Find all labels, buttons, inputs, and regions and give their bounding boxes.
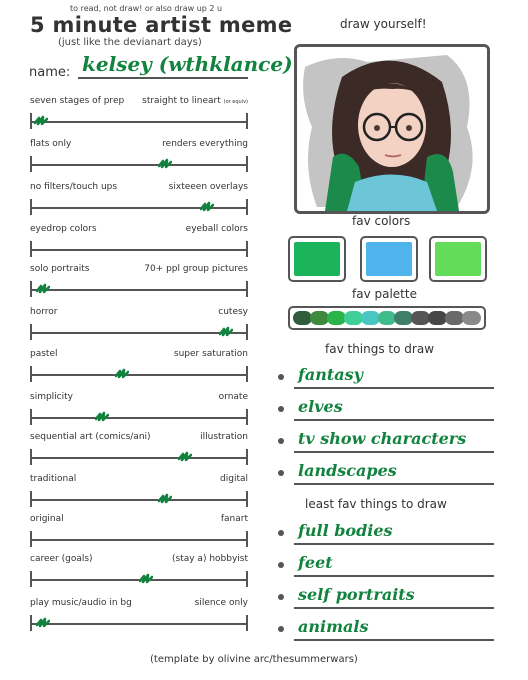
slider-right-label: [142, 96, 248, 106]
slider-left-tick: [30, 241, 32, 257]
list-item-underline: [294, 387, 494, 389]
list-item: feet: [298, 553, 333, 572]
slider-left-label: seven stages of prep: [30, 96, 125, 106]
slider-right-tick: [246, 449, 248, 465]
list-item: self portraits: [298, 585, 415, 604]
slider-row: [26, 182, 250, 218]
slider-left-tick: [30, 615, 32, 631]
slider-right-text: digital: [220, 474, 248, 484]
fav-palette-strip: [288, 306, 486, 330]
fav-color-fill-2: [366, 242, 412, 276]
slider-right-text: renders everything: [162, 139, 248, 149]
slider-row: [26, 264, 250, 300]
slider-track: [30, 121, 248, 123]
slider-right-label: [219, 392, 248, 402]
slider-left-tick: [30, 491, 32, 507]
slider-row: [26, 554, 250, 590]
slider-marker: [95, 411, 109, 423]
name-underline: [78, 77, 248, 79]
slider-right-text: sixteeen overlays: [168, 182, 248, 192]
slider-right-tick: [246, 199, 248, 215]
slider-track: [30, 289, 248, 291]
list-item-underline: [294, 543, 494, 545]
slider-track: [30, 374, 248, 376]
slider-track: [30, 623, 248, 625]
slider-right-tick: [246, 409, 248, 425]
slider-left-label: no filters/touch ups: [30, 182, 118, 192]
slider-track: [30, 164, 248, 166]
palette-color: [327, 311, 346, 325]
list-item-underline: [294, 639, 494, 641]
bullet-dot: [278, 626, 284, 632]
list-item: landscapes: [298, 461, 397, 480]
slider-left-label: pastel: [30, 349, 58, 359]
slider-left-tick: [30, 449, 32, 465]
template-credit: (template by olivine arc/thesummerwars): [150, 654, 358, 665]
list-item-underline: [294, 483, 494, 485]
name-label: name:: [29, 65, 71, 80]
slider-right-label: [200, 432, 248, 442]
palette-color: [310, 311, 329, 325]
bullet-dot: [278, 438, 284, 444]
bullet-dot: [278, 374, 284, 380]
slider-right-tick: [246, 615, 248, 631]
slider-left-tick: [30, 409, 32, 425]
draw-yourself-label: draw yourself!: [340, 17, 427, 31]
name-value: kelsey (wthklance): [82, 52, 293, 76]
slider-left-tick: [30, 324, 32, 340]
slider-marker: [178, 451, 192, 463]
fav-color-swatch-3: [429, 236, 487, 282]
slider-track: [30, 539, 248, 541]
slider-marker: [36, 283, 50, 295]
slider-row: [26, 349, 250, 385]
slider-right-tick: [246, 491, 248, 507]
slider-right-text: illustration: [200, 432, 248, 442]
fav-color-swatch-2: [360, 236, 418, 282]
slider-right-tick: [246, 113, 248, 129]
slider-row: [26, 474, 250, 510]
slider-track: [30, 417, 248, 419]
top-note: to read, not draw! or also draw up 2 u: [70, 4, 223, 13]
slider-right-tick: [246, 156, 248, 172]
slider-row: [26, 432, 250, 468]
slider-right-text: 70+ ppl group pictures: [144, 264, 248, 274]
slider-marker: [36, 617, 50, 629]
slider-left-label: eyedrop colors: [30, 224, 97, 234]
slider-track: [30, 499, 248, 501]
slider-left-label: sequential art (comics/ani): [30, 432, 151, 442]
slider-marker: [158, 158, 172, 170]
fav-colors-label: fav colors: [352, 214, 411, 228]
bullet-dot: [278, 562, 284, 568]
palette-color: [361, 311, 380, 325]
slider-row: [26, 224, 250, 260]
slider-left-tick: [30, 281, 32, 297]
slider-row: [26, 96, 250, 132]
slider-right-text: straight to lineart: [142, 96, 221, 106]
slider-right-text: ornate: [218, 392, 248, 402]
slider-right-tick: [246, 531, 248, 547]
slider-left-tick: [30, 199, 32, 215]
palette-color: [344, 311, 363, 325]
slider-right-text: (stay a) hobbyist: [172, 554, 248, 564]
slider-row: [26, 514, 250, 550]
slider-right-tick: [246, 281, 248, 297]
fav-color-swatch-1: [288, 236, 346, 282]
slider-right-text: eyeball colors: [185, 224, 248, 234]
slider-right-label: [144, 264, 248, 274]
list-item: elves: [298, 397, 343, 416]
slider-right-tick: [246, 366, 248, 382]
self-portrait-image: [294, 44, 490, 214]
slider-left-label: simplicity: [30, 392, 73, 402]
list-item-underline: [294, 419, 494, 421]
slider-track: [30, 332, 248, 334]
slider-right-note: (or equiv): [223, 99, 248, 105]
slider-left-tick: [30, 571, 32, 587]
slider-marker: [34, 115, 48, 127]
list-item-underline: [294, 607, 494, 609]
slider-right-text: fanart: [220, 514, 248, 524]
slider-right-tick: [246, 324, 248, 340]
slider-right-label: [169, 182, 248, 192]
list-item: fantasy: [298, 365, 363, 384]
list-item: animals: [298, 617, 369, 636]
slider-right-label: [220, 474, 248, 484]
bullet-dot: [278, 406, 284, 412]
slider-right-label: [162, 139, 248, 149]
slider-left-tick: [30, 113, 32, 129]
slider-marker: [200, 201, 214, 213]
list-item: tv show characters: [298, 429, 467, 448]
slider-right-label: [172, 554, 248, 564]
slider-left-label: flats only: [30, 139, 72, 149]
slider-left-label: traditional: [30, 474, 77, 484]
slider-marker: [139, 573, 153, 585]
slider-row: [26, 598, 250, 634]
slider-right-label: [186, 224, 248, 234]
page-title: 5 minute artist meme: [30, 13, 293, 37]
slider-right-label: [174, 349, 248, 359]
slider-row: [26, 307, 250, 343]
self-portrait-drawing: [297, 47, 487, 211]
slider-left-label: original: [30, 514, 64, 524]
slider-right-label: [221, 514, 248, 524]
slider-left-tick: [30, 156, 32, 172]
palette-color: [462, 311, 481, 325]
list-item-underline: [294, 451, 494, 453]
slider-marker: [158, 493, 172, 505]
slider-row: [26, 392, 250, 428]
slider-right-text: super saturation: [173, 349, 248, 359]
slider-right-label: [218, 307, 248, 317]
slider-right-tick: [246, 571, 248, 587]
fav-color-fill-1: [294, 242, 340, 276]
slider-track: [30, 249, 248, 251]
slider-right-text: silence only: [194, 598, 248, 608]
list-item: full bodies: [298, 521, 393, 540]
fav-color-fill-3: [435, 242, 481, 276]
slider-left-tick: [30, 366, 32, 382]
slider-left-label: solo portraits: [30, 264, 90, 274]
page-subtitle: (just like the devianart days): [58, 37, 202, 48]
slider-track: [30, 207, 248, 209]
slider-marker: [219, 326, 233, 338]
slider-right-text: cutesy: [218, 307, 248, 317]
least-fav-things-label: least fav things to draw: [305, 497, 447, 511]
slider-row: [26, 139, 250, 175]
slider-marker: [115, 368, 129, 380]
bullet-dot: [278, 470, 284, 476]
fav-things-label: fav things to draw: [325, 342, 435, 356]
fav-palette-label: fav palette: [352, 287, 417, 301]
slider-left-label: career (goals): [30, 554, 93, 564]
slider-left-label: play music/audio in bg: [30, 598, 132, 608]
slider-track: [30, 457, 248, 459]
bullet-dot: [278, 530, 284, 536]
slider-right-label: [195, 598, 248, 608]
bullet-dot: [278, 594, 284, 600]
slider-right-tick: [246, 241, 248, 257]
slider-left-tick: [30, 531, 32, 547]
list-item-underline: [294, 575, 494, 577]
slider-left-label: horror: [30, 307, 58, 317]
